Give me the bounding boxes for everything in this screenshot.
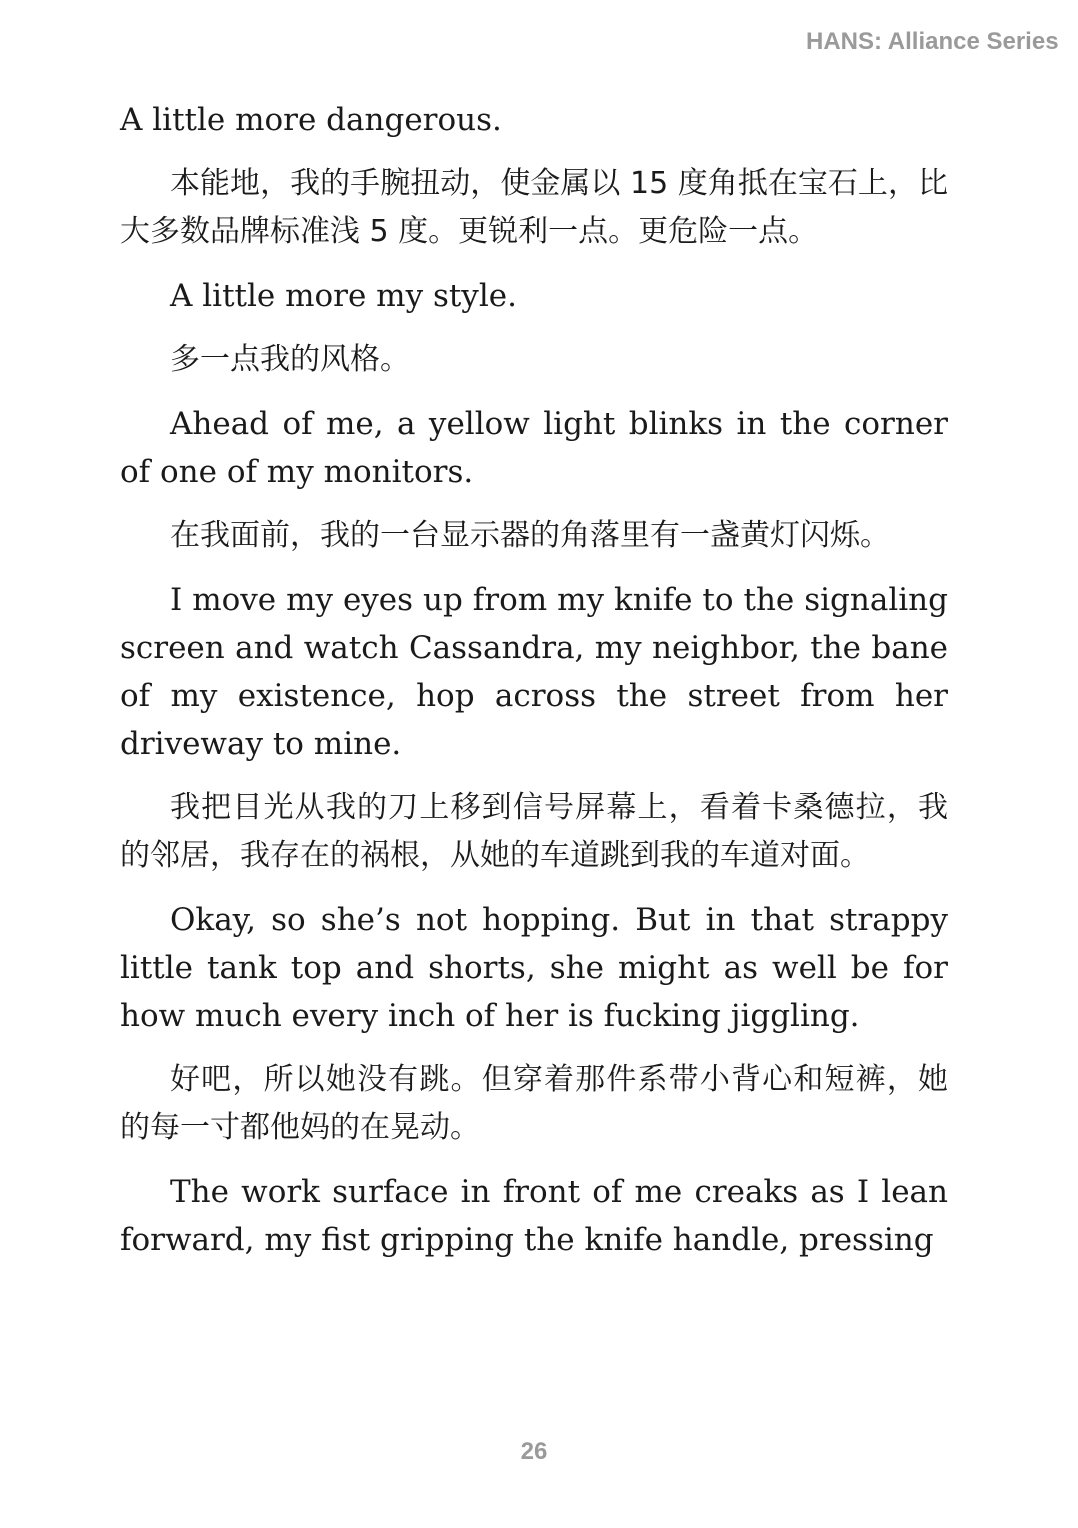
paragraph: The work surface in front of me creaks as I lean forward, my fist gripping the knife handle, pressing xyxy=(120,1174,948,1258)
paragraph-translation: 本能地，我的手腕扭动，使金属以 15 度角抵在宝石上，比大多数品牌标准浅 5 度。更锐利一点。更危险一点。 xyxy=(120,166,948,249)
paragraph-translation: 在我面前，我的一台显示器的角落里有一盏黄灯闪烁。 xyxy=(170,518,890,553)
running-header: HANS: Alliance Series xyxy=(806,28,1059,55)
paragraph: A little more my style. xyxy=(170,278,517,314)
paragraph: A little more dangerous. xyxy=(120,102,502,138)
paragraph: Ahead of me, a yellow light blinks in the corner of one of my monitors. xyxy=(120,406,948,490)
page-body xyxy=(120,96,948,1280)
paragraph: I move my eyes up from my knife to the signaling screen and watch Cassandra, my neighbor, the bane of my existence, hop across the street from her driveway to mine. xyxy=(120,582,948,762)
paragraph-translation: 好吧，所以她没有跳。但穿着那件系带小背心和短裤，她的每一寸都他妈的在晃动。 xyxy=(120,1062,948,1145)
paragraph-translation: 我把目光从我的刀上移到信号屏幕上，看着卡桑德拉，我的邻居，我存在的祸根，从她的车道跳到我的车道对面。 xyxy=(120,790,948,873)
page-number: 26 xyxy=(520,1438,548,1465)
paragraph-translation: 多一点我的风格。 xyxy=(170,342,410,377)
paragraph: Okay, so she’s not hopping. But in that strappy little tank top and shorts, she might as well be for how much every inch of her is fucking jiggling. xyxy=(120,902,948,1034)
